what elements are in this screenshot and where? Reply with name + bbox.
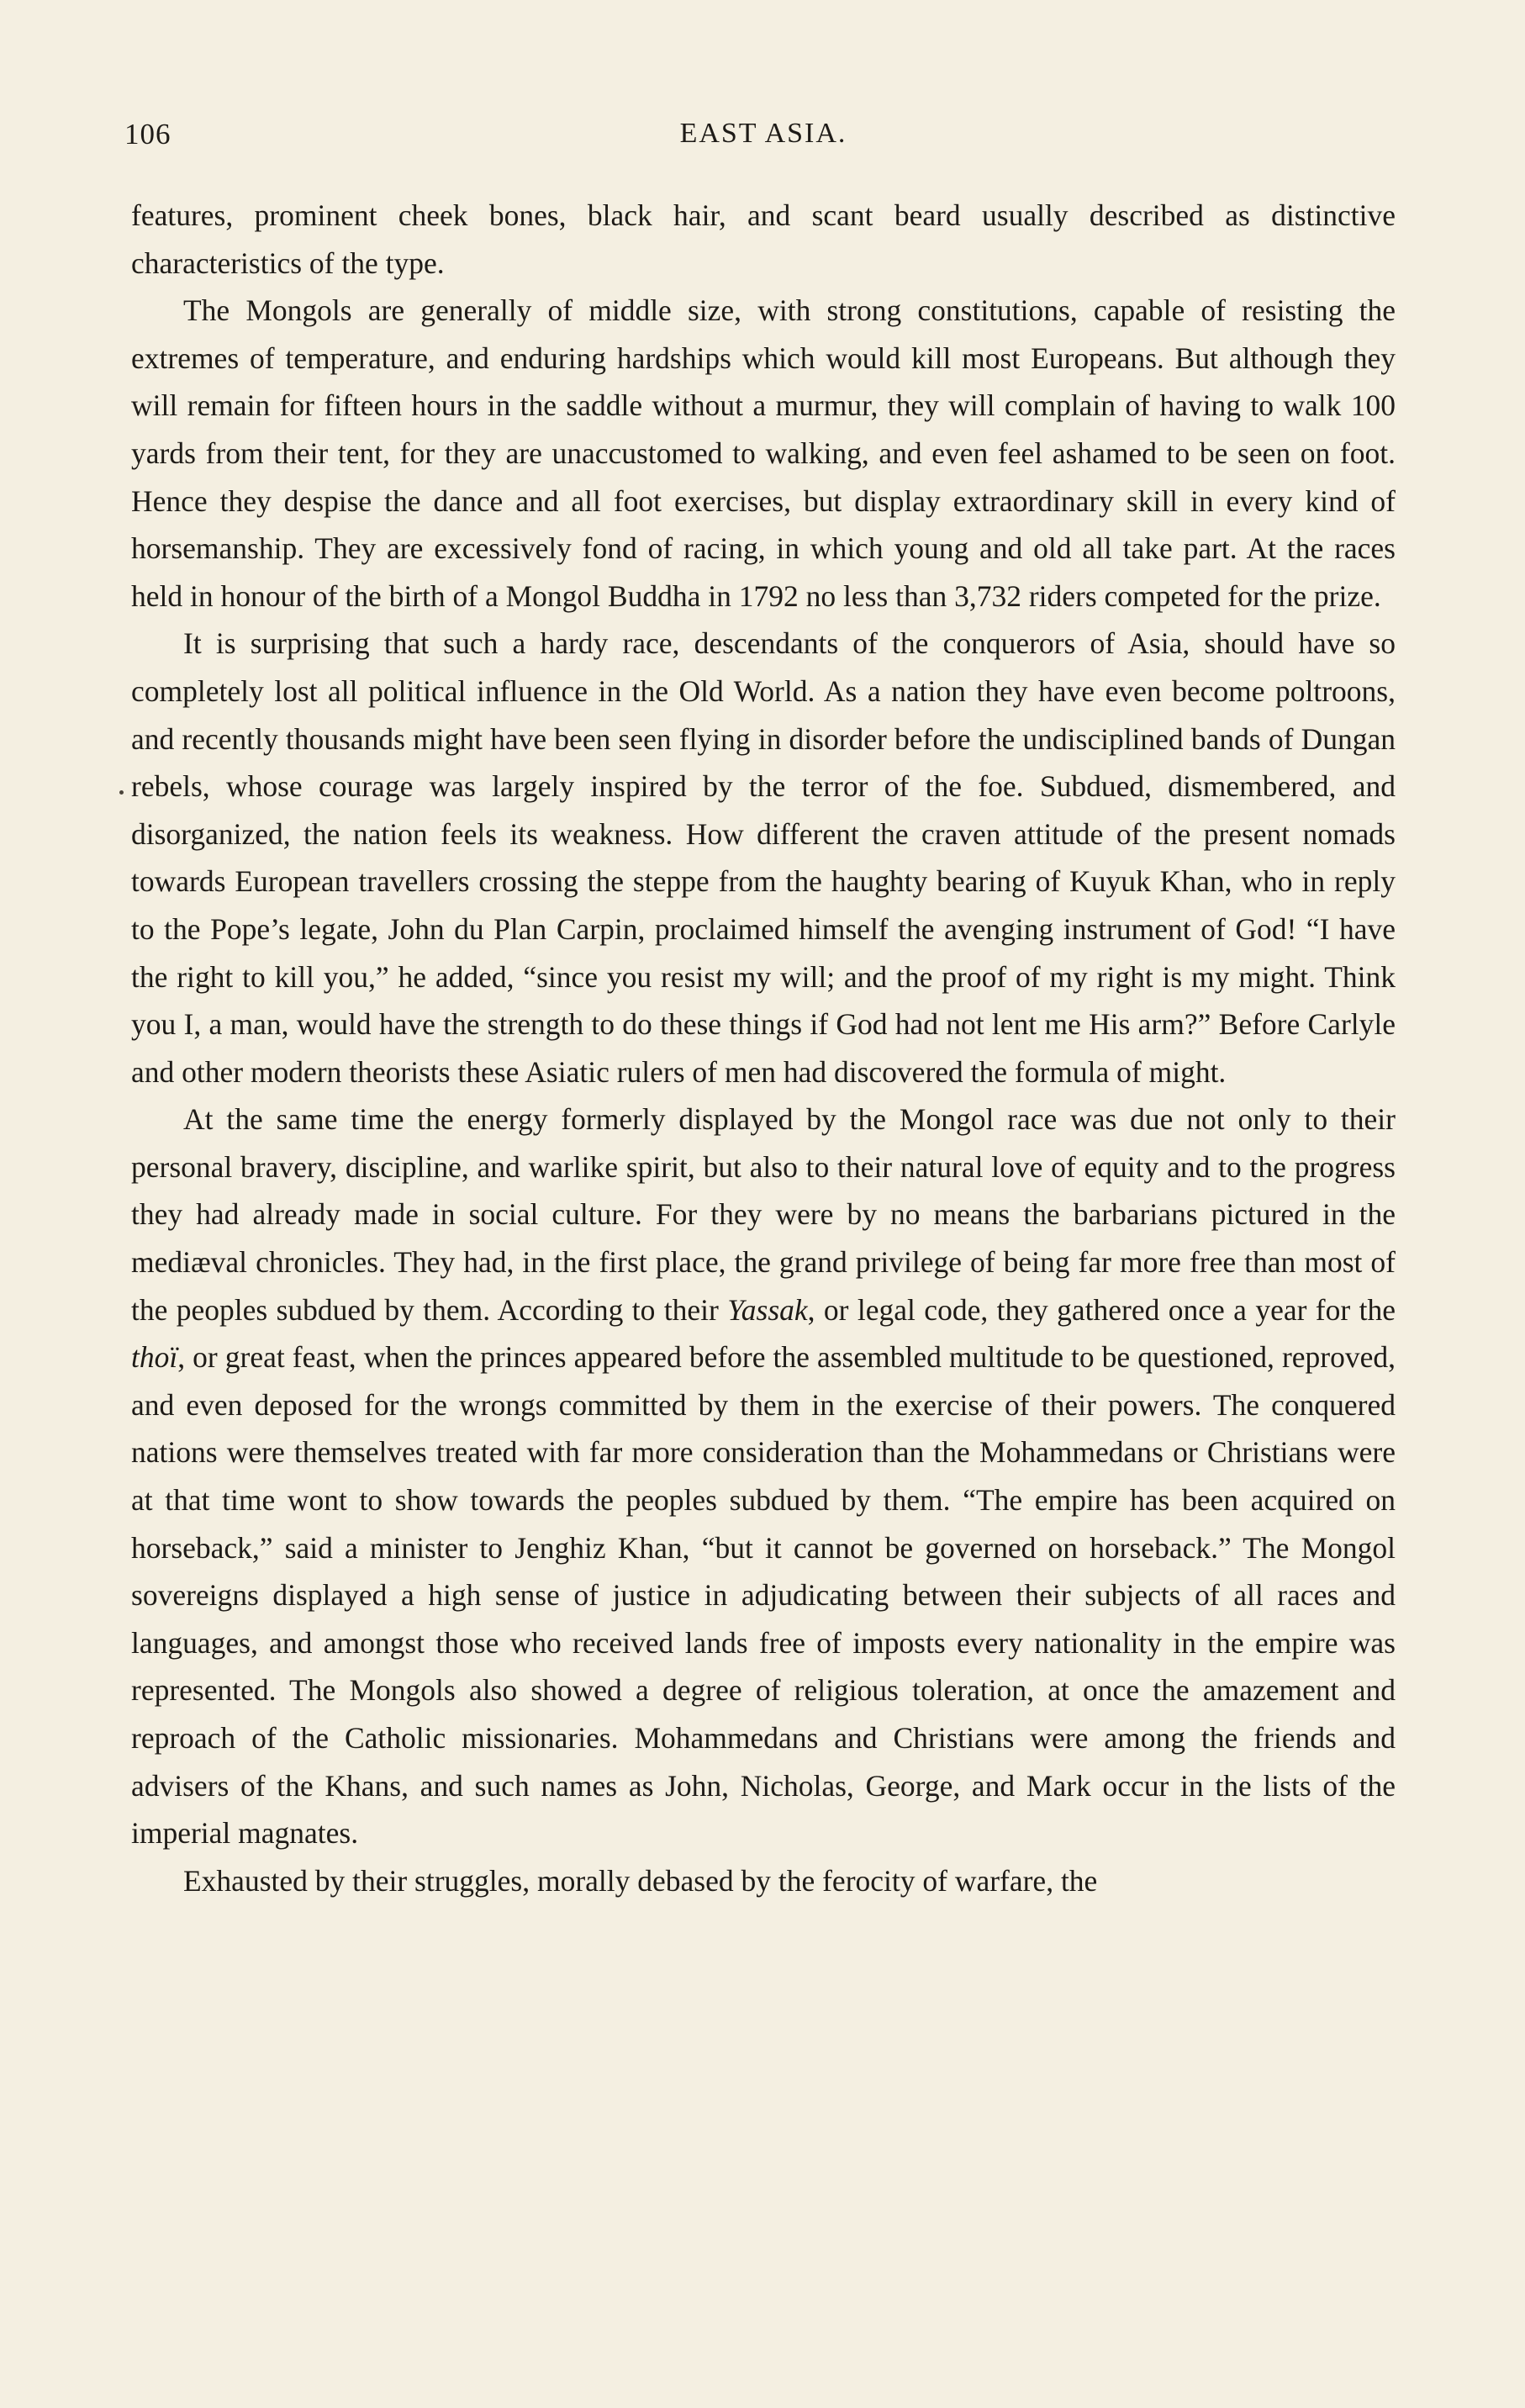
paragraph-political-decline: It is surprising that such a hardy race, descendants of the conquerors of Asia, should have so completely lost all political influence in the Old World. As a nation they have even become poltroons, and recently thousands might have been seen flying in disorder before the undisciplined bands of Dungan rebels, whose courage was largely inspired by the terror of the foe. Subdued, dismembered, and disorganized, the nation feels its weakness. How different the craven attitude of the present nomads towards European travellers crossing the steppe from the haughty bearing of Kuyuk Khan, who in reply to the Pope’s legate, John du Plan Carpin, proclaimed himself the avenging instrument of God! “I have the right to kill you,” he added, “since you resist my will; and the proof of my right is my might. Think you I, a man, would have the strength to do these things if God had not lent me His arm?” Before Carlyle and other modern theorists these Asiatic rulers of men had discovered the formula of might. (131, 626, 1396, 1089)
text-run: , or legal code, they gathered once a year for the (807, 1292, 1396, 1327)
paragraph-mongol-physique: The Mongols are generally of middle size, with strong constitutions, capable of resisting the extremes of temperature, and enduring hardships which would kill most Europeans. But although they will remain for fifteen hours in the saddle without a murmur, they will complain of having to walk 100 yards from their tent, for they are unaccustomed to walking, and even feel ashamed to be seen on foot. Hence they despise the dance and all foot exercises, but display extraordinary skill in every kind of horsemanship. They are excessively fond of racing, in which young and old all take part. At the races held in honour of the birth of a Mongol Buddha in 1792 no less than 3,732 riders competed for the prize. (131, 293, 1396, 613)
page-number: 106 (124, 118, 171, 150)
margin-mark (119, 790, 124, 795)
paragraph-continuation: features, prominent cheek bones, black hair, and scant beard usually described as distinctive characteristics of the type. (131, 198, 1396, 280)
text-run: , or great feast, when the princes appeared before the assembled multitude to be questioned, reproved, and even deposed for the wrongs committed by them in the exercise of their powers. The conquered nations were themselves treated with far more consideration than the Mohammedans or Christians were at that time wont to show towards the peoples subdued by them. “The empire has been acquired on horseback,” said a minister to Jenghiz Khan, “but it cannot be governed on horseback.” The Mongol sovereigns displayed a high sense of justice in adjudicating between their subjects of all races and languages, and amongst those who received lands free of imposts every nationality in the empire was represented. The Mongols also showed a degree of religious toleration, at once the amazement and reproach of the Catholic missionaries. Mohammedans and Christians were among the friends and advisers of the Khans, and such names as John, Nicholas, George, and Mark occur in the lists of the imperial magnates. (131, 1340, 1396, 1851)
body-text (131, 192, 1396, 1904)
running-title: EAST ASIA. (679, 118, 847, 149)
paragraph-mongol-equity (131, 1096, 1396, 1857)
italic-term-thoi: thoï (131, 1340, 178, 1375)
paragraph-exhausted: Exhausted by their struggles, morally debased by the ferocity of warfare, the (183, 1863, 1098, 1898)
text-run: At the same time the energy formerly displayed by the Mongol race was due not only to their personal bravery, discipline, and warlike spirit, but also to their natural love of equity and to the progress they had already made in social culture. For they were by no means the barbarians pictured in the mediæval chronicles. They had, in the first place, the grand privilege of being far more free than most of the peoples subdued by them. According to their (131, 1102, 1396, 1327)
italic-term-yassak: Yassak (727, 1292, 808, 1327)
running-head (124, 118, 1402, 160)
